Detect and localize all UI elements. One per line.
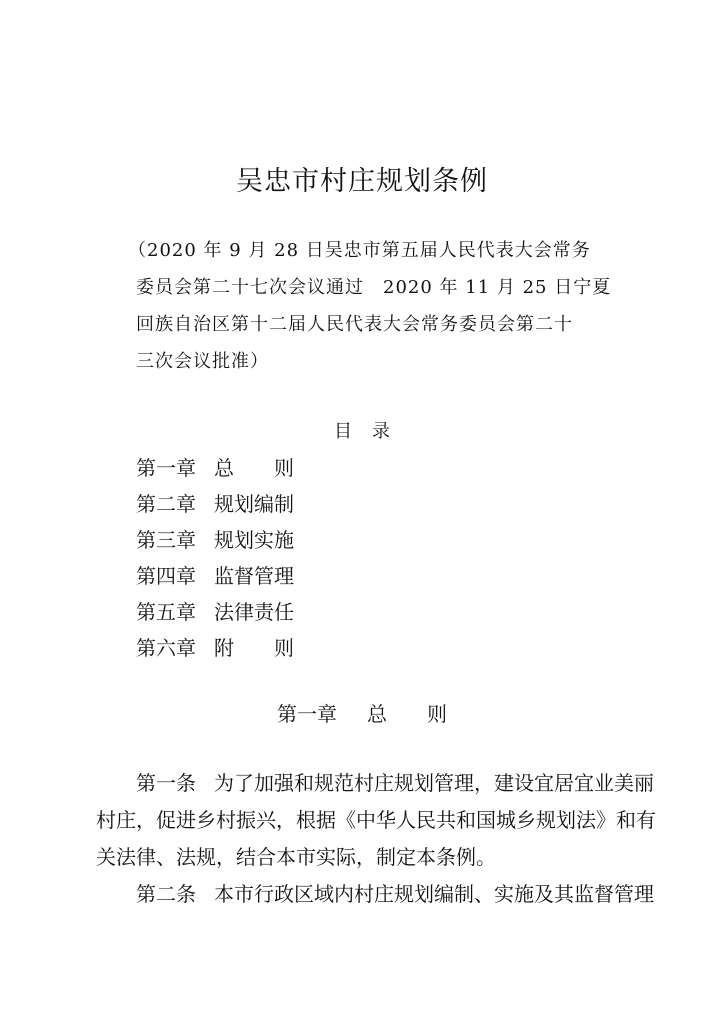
toc-chapter-number: 第三章 [136, 528, 196, 552]
toc-item [136, 558, 294, 594]
article-text: 为了加强和规范村庄规划管理，建设宜居宜业美丽 [214, 771, 654, 795]
adoption-note [128, 232, 612, 380]
adoption-note-line: 三次会议批准） [136, 351, 269, 372]
toc-item [136, 522, 294, 558]
article-number: 第一条 [136, 771, 196, 795]
article-line: 关法律、法规，结合本市实际，制定本条例。 [96, 845, 496, 869]
toc-item [136, 486, 294, 522]
adoption-note-line: 回族自治区第十二届人民代表大会常务委员会第二十 [136, 314, 573, 335]
toc-item [136, 630, 294, 666]
toc-heading: 目录 [334, 421, 410, 442]
toc-chapter-name: 法律责任 [214, 600, 294, 624]
toc-chapter-name: 规划编制 [214, 492, 294, 516]
chapter-number: 第一章 [277, 702, 337, 726]
toc-chapter-name: 附 则 [214, 636, 294, 660]
article-body [96, 765, 656, 913]
document-title: 吴忠市村庄规划条例 [236, 166, 488, 197]
toc-item [136, 450, 294, 486]
article-line [96, 765, 654, 802]
adoption-note-line: （2020 年 9 月 28 日吴忠市第五届人民代表大会常务 [128, 240, 591, 261]
article-number: 第二条 [136, 882, 196, 906]
article-line: 村庄，促进乡村振兴，根据《中华人民共和国城乡规划法》和有 [96, 808, 656, 832]
toc-chapter-number: 第二章 [136, 492, 196, 516]
chapter-heading [0, 698, 724, 730]
article-text: 本市行政区域内村庄规划编制、实施及其监督管理 [214, 882, 654, 906]
toc-chapter-number: 第五章 [136, 600, 196, 624]
chapter-name: 总 则 [367, 702, 447, 726]
toc-chapter-number: 第六章 [136, 636, 196, 660]
article-line [96, 876, 654, 913]
table-of-contents [136, 450, 294, 666]
adoption-note-line: 委员会第二十七次会议通过 2020 年 11 月 25 日宁夏 [136, 277, 612, 298]
toc-chapter-name: 总 则 [214, 456, 294, 480]
toc-chapter-name: 规划实施 [214, 528, 294, 552]
toc-chapter-number: 第一章 [136, 456, 196, 480]
toc-chapter-number: 第四章 [136, 564, 196, 588]
toc-item [136, 594, 294, 630]
toc-chapter-name: 监督管理 [214, 564, 294, 588]
